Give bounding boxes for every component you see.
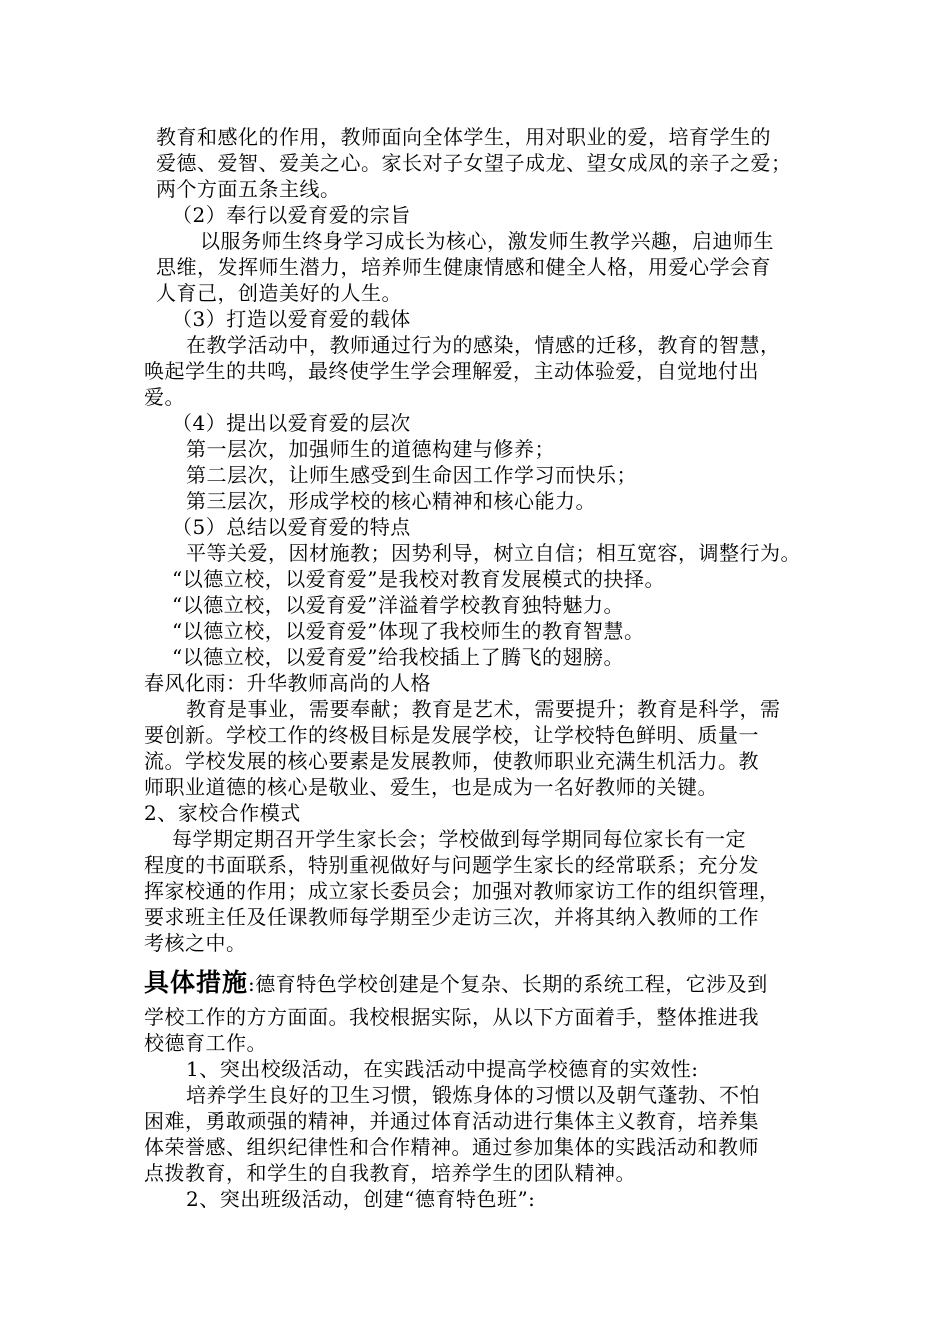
paragraph-line: 困难，勇敢顽强的精神，并通过体育活动进行集体主义教育，培养集 [144,1109,759,1133]
paragraph-line: 唤起学生的共鸣，最终使学生学会理解爱，主动体验爱，自觉地付出 [144,359,759,383]
paragraph-line: 人育己，创造美好的人生。 [156,281,402,305]
measures-intro-line [144,966,768,1001]
section-heading: 2、家校合作模式 [144,801,301,825]
section-subheading: （2）奉行以爱育爱的宗旨 [172,203,411,227]
paragraph-line: 校德育工作。 [144,1031,267,1055]
paragraph-line: 教育和感化的作用，教师面向全体学生，用对职业的爱，培育学生的 [156,125,771,149]
list-item: 第二层次，让师生感受到生命因工作学习而快乐； [186,463,637,487]
paragraph-line: 教育是事业，需要奉献；教育是艺术，需要提升；教育是科学，需 [186,697,781,721]
section-heading: 春风化雨：升华教师高尚的人格 [144,671,431,695]
list-item: 第三层次，形成学校的核心精神和核心能力。 [186,489,596,513]
quote-line: “以德立校，以爱育爱”是我校对教育发展模式的抉择。 [172,567,665,591]
paragraph-line: 要创新。学校工作的终极目标是发展学校，让学校特色鲜明、质量一 [144,723,759,747]
paragraph-line: 挥家校通的作用；成立家长委员会；加强对教师家访工作的组织管理， [144,879,780,903]
measures-heading: 具体措施 [144,968,249,997]
paragraph-line: 平等关爱，因材施教；因势利导，树立自信；相互宽容，调整行为。 [186,541,801,565]
paragraph-line: 以服务师生终身学习成长为核心，激发师生教学兴趣，启迪师生 [200,229,774,253]
paragraph-line: 学校工作的方方面面。我校根据实际，从以下方面着手，整体推进我 [144,1005,759,1029]
paragraph-line: 程度的书面联系，特别重视做好与问题学生家长的经常联系；充分发 [144,853,759,877]
paragraph-line: 师职业道德的核心是敬业、爱生，也是成为一名好教师的关键。 [144,775,718,799]
paragraph-line: 爱德、爱智、爱美之心。家长对子女望子成龙、望女成凤的亲子之爱； [156,151,792,175]
paragraph-line: 思维，发挥师生潜力，培养师生健康情感和健全人格，用爱心学会育 [156,255,771,279]
section-subheading: （5）总结以爱育爱的特点 [172,515,411,539]
section-subheading: 2、突出班级活动，创建“德育特色班”: [186,1187,536,1211]
paragraph-line: 每学期定期召开学生家长会；学校做到每学期同每位家长有一定 [172,827,746,851]
paragraph-line: 考核之中。 [144,931,247,955]
paragraph-line: 两个方面五条主线。 [156,177,341,201]
list-item: 第一层次，加强师生的道德构建与修养； [186,437,555,461]
section-subheading: （3）打造以爱育爱的载体 [172,307,411,331]
quote-line: “以德立校，以爱育爱”洋溢着学校教育独特魅力。 [172,593,624,617]
section-subheading: 1、突出校级活动，在实践活动中提高学校德育的实效性: [186,1057,699,1081]
paragraph-line: 体荣誉感、组织纪律性和合作精神。通过参加集体的实践活动和教师 [144,1135,759,1159]
paragraph-line: 爱。 [144,385,185,409]
quote-line: “以德立校，以爱育爱”给我校插上了腾飞的翅膀。 [172,645,624,669]
paragraph-line: 点拨教育，和学生的自我教育，培养学生的团队精神。 [144,1161,636,1185]
section-subheading: （4）提出以爱育爱的层次 [172,411,411,435]
paragraph-line: 培养学生良好的卫生习惯，锻炼身体的习惯以及朝气蓬勃、不怕 [186,1083,760,1107]
paragraph-line: 要求班主任及任课教师每学期至少走访三次，并将其纳入教师的工作 [144,905,759,929]
paragraph-line: 流。学校发展的核心要素是发展教师，使教师职业充满生机活力。教 [144,749,759,773]
quote-line: “以德立校，以爱育爱”体现了我校师生的教育智慧。 [172,619,645,643]
paragraph-line: 在教学活动中，教师通过行为的感染，情感的迁移，教育的智慧， [186,333,781,357]
measures-intro-text: :德育特色学校创建是个复杂、长期的系统工程，它涉及到 [248,972,768,996]
